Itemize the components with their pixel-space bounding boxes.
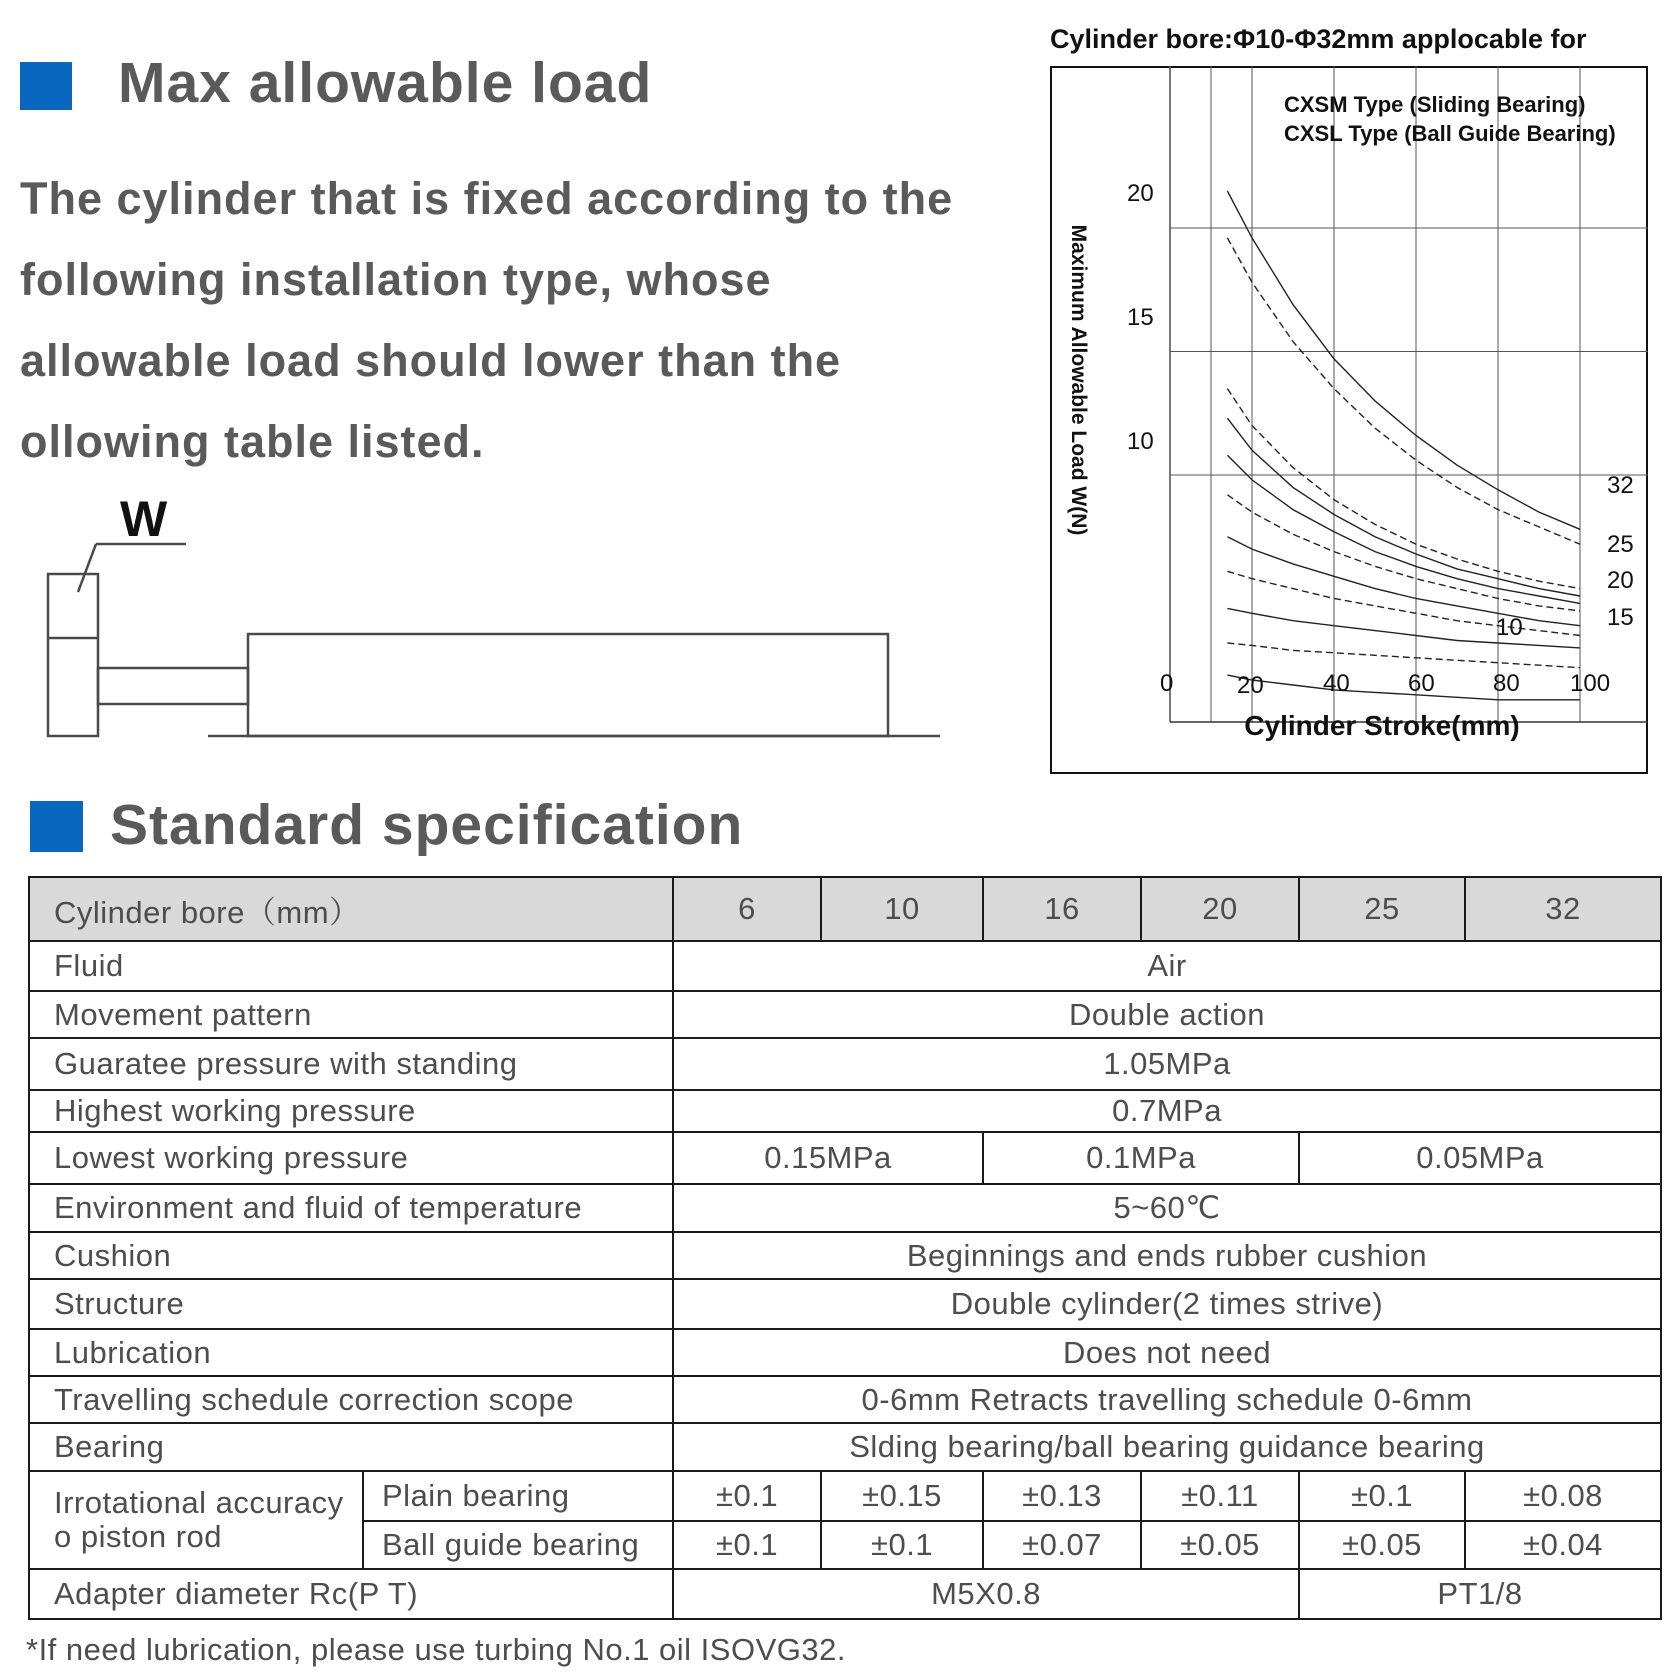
series-line-10-9 <box>1227 643 1580 668</box>
row-label-cushion: Cushion <box>29 1232 673 1279</box>
diagram-leader-slope <box>78 544 96 592</box>
bore-6: 6 <box>673 877 821 941</box>
load-description: The cylinder that is fixed according to the following installation type, whose allowable load should lower than the ollowing table listed. <box>20 173 954 467</box>
row-value-cushion: Beginnings and ends rubber cushion <box>673 1232 1661 1279</box>
table-row <box>29 1423 1661 1471</box>
y-tick-15: 15 <box>1127 304 1154 331</box>
x-tick-60: 60 <box>1408 670 1435 697</box>
bore-32: 32 <box>1465 877 1661 941</box>
row-label-structure: Structure <box>29 1279 673 1329</box>
row-label-adapter: Adapter diameter Rc(P T) <box>29 1569 673 1619</box>
table-row <box>29 1038 1661 1090</box>
table-row <box>29 1569 1661 1619</box>
table-row <box>29 1184 1661 1232</box>
row-value-bearing: Slding bearing/ball bearing guidance bearing <box>673 1423 1661 1471</box>
x-tick-20: 20 <box>1237 672 1264 699</box>
curve-label-32: 32 <box>1607 472 1634 499</box>
x-tick-100: 100 <box>1570 670 1611 697</box>
x-tick-0: 0 <box>1160 670 1174 697</box>
table-row <box>29 941 1661 991</box>
table-row <box>29 1279 1661 1329</box>
bore-20: 20 <box>1141 877 1299 941</box>
y-tick-10: 10 <box>1127 428 1154 455</box>
bore-16: 16 <box>983 877 1141 941</box>
ball-16: ±0.07 <box>983 1521 1141 1569</box>
section-marker-spec <box>30 801 83 852</box>
row-value-fluid: Air <box>673 941 1661 991</box>
chart-x-axis-label: Cylinder Stroke(mm) <box>1244 710 1520 741</box>
diagram-body <box>248 634 888 736</box>
section-title-load: Max allowable load <box>118 51 653 115</box>
row-value-guarantee: 1.05MPa <box>673 1038 1661 1090</box>
table-row <box>29 991 1661 1038</box>
chart-title: Cylinder bore:Φ10-Φ32mm applocable for <box>1050 24 1587 54</box>
plain-6: ±0.1 <box>673 1471 821 1521</box>
series-line-10-8 <box>1227 608 1580 648</box>
row-label-movement: Movement pattern <box>29 991 673 1038</box>
plain-25: ±0.1 <box>1299 1471 1465 1521</box>
curve-label-10: 10 <box>1496 614 1523 641</box>
row-label-highest: Highest working pressure <box>29 1090 673 1132</box>
row-label-lubrication: Lubrication <box>29 1329 673 1376</box>
row-value-lowest-2: 0.1MPa <box>983 1132 1299 1184</box>
series-line-10-10 <box>1227 675 1580 700</box>
row-value-temperature: 5~60℃ <box>673 1184 1661 1232</box>
table-row <box>29 1376 1661 1423</box>
row-value-structure: Double cylinder(2 times strive) <box>673 1279 1661 1329</box>
spec-table <box>28 876 1662 1620</box>
diagram-end-block <box>48 574 98 736</box>
row-label-ball-bearing: Ball guide bearing <box>363 1521 673 1569</box>
legend-cxsl: CXSL Type (Ball Guide Bearing) <box>1284 121 1616 146</box>
x-tick-80: 80 <box>1493 670 1520 697</box>
row-label-travel: Travelling schedule correction scope <box>29 1376 673 1423</box>
table-row <box>29 1132 1661 1184</box>
footnote: *If need lubrication, please use turbing No.1 oil ISOVG32. <box>26 1632 846 1667</box>
table-row <box>29 1329 1661 1376</box>
accuracy-label-line1: Irrotational accuracy <box>54 1485 344 1520</box>
series-line-32-0 <box>1227 191 1580 529</box>
row-label-fluid: Fluid <box>29 941 673 991</box>
series-line-15-6 <box>1227 537 1580 626</box>
load-chart <box>1050 66 1650 776</box>
row-label-lowest: Lowest working pressure <box>29 1132 673 1184</box>
row-value-travel: 0-6mm Retracts travelling schedule 0-6mm <box>673 1376 1661 1423</box>
plain-10: ±0.15 <box>821 1471 983 1521</box>
y-tick-20: 20 <box>1127 180 1154 207</box>
row-label-accuracy <box>29 1471 363 1569</box>
table-header-row <box>29 877 1661 941</box>
row-value-adapter-1: M5X0.8 <box>673 1569 1299 1619</box>
curve-label-25: 25 <box>1607 531 1634 558</box>
row-value-highest: 0.7MPa <box>673 1090 1661 1132</box>
series-line-25-3 <box>1227 418 1580 596</box>
row-value-movement: Double action <box>673 991 1661 1038</box>
ball-20: ±0.05 <box>1141 1521 1299 1569</box>
section-title-spec: Standard specification <box>110 793 744 857</box>
bore-25: 25 <box>1299 877 1465 941</box>
table-row <box>29 1232 1661 1279</box>
curve-label-15: 15 <box>1607 604 1634 631</box>
row-label-bearing: Bearing <box>29 1423 673 1471</box>
series-line-20-4 <box>1227 455 1580 603</box>
diagram-rod <box>98 668 248 704</box>
table-row <box>29 1471 1661 1521</box>
row-value-lubrication: Does not need <box>673 1329 1661 1376</box>
plain-32: ±0.08 <box>1465 1471 1661 1521</box>
x-tick-40: 40 <box>1323 670 1350 697</box>
load-label-w: W <box>120 491 168 547</box>
row-value-lowest-1: 0.15MPa <box>673 1132 983 1184</box>
ball-6: ±0.1 <box>673 1521 821 1569</box>
row-label-guarantee: Guaratee pressure with standing <box>29 1038 673 1090</box>
legend-cxsm: CXSM Type (Sliding Bearing) <box>1284 92 1586 117</box>
ball-10: ±0.1 <box>821 1521 983 1569</box>
plain-20: ±0.11 <box>1141 1471 1299 1521</box>
bore-10: 10 <box>821 877 983 941</box>
accuracy-label-line2: o piston rod <box>54 1519 222 1554</box>
ball-25: ±0.05 <box>1299 1521 1465 1569</box>
section-marker-load <box>20 62 72 110</box>
header-label: Cylinder bore（mm） <box>29 877 673 941</box>
curve-label-20: 20 <box>1607 567 1634 594</box>
row-label-temperature: Environment and fluid of temperature <box>29 1184 673 1232</box>
row-value-lowest-3: 0.05MPa <box>1299 1132 1661 1184</box>
plain-16: ±0.13 <box>983 1471 1141 1521</box>
row-label-plain-bearing: Plain bearing <box>363 1471 673 1521</box>
chart-y-axis-label: Maximum Allowable Load W(N) <box>1067 224 1090 536</box>
row-value-adapter-2: PT1/8 <box>1299 1569 1661 1619</box>
table-row <box>29 1090 1661 1132</box>
ball-32: ±0.04 <box>1465 1521 1661 1569</box>
